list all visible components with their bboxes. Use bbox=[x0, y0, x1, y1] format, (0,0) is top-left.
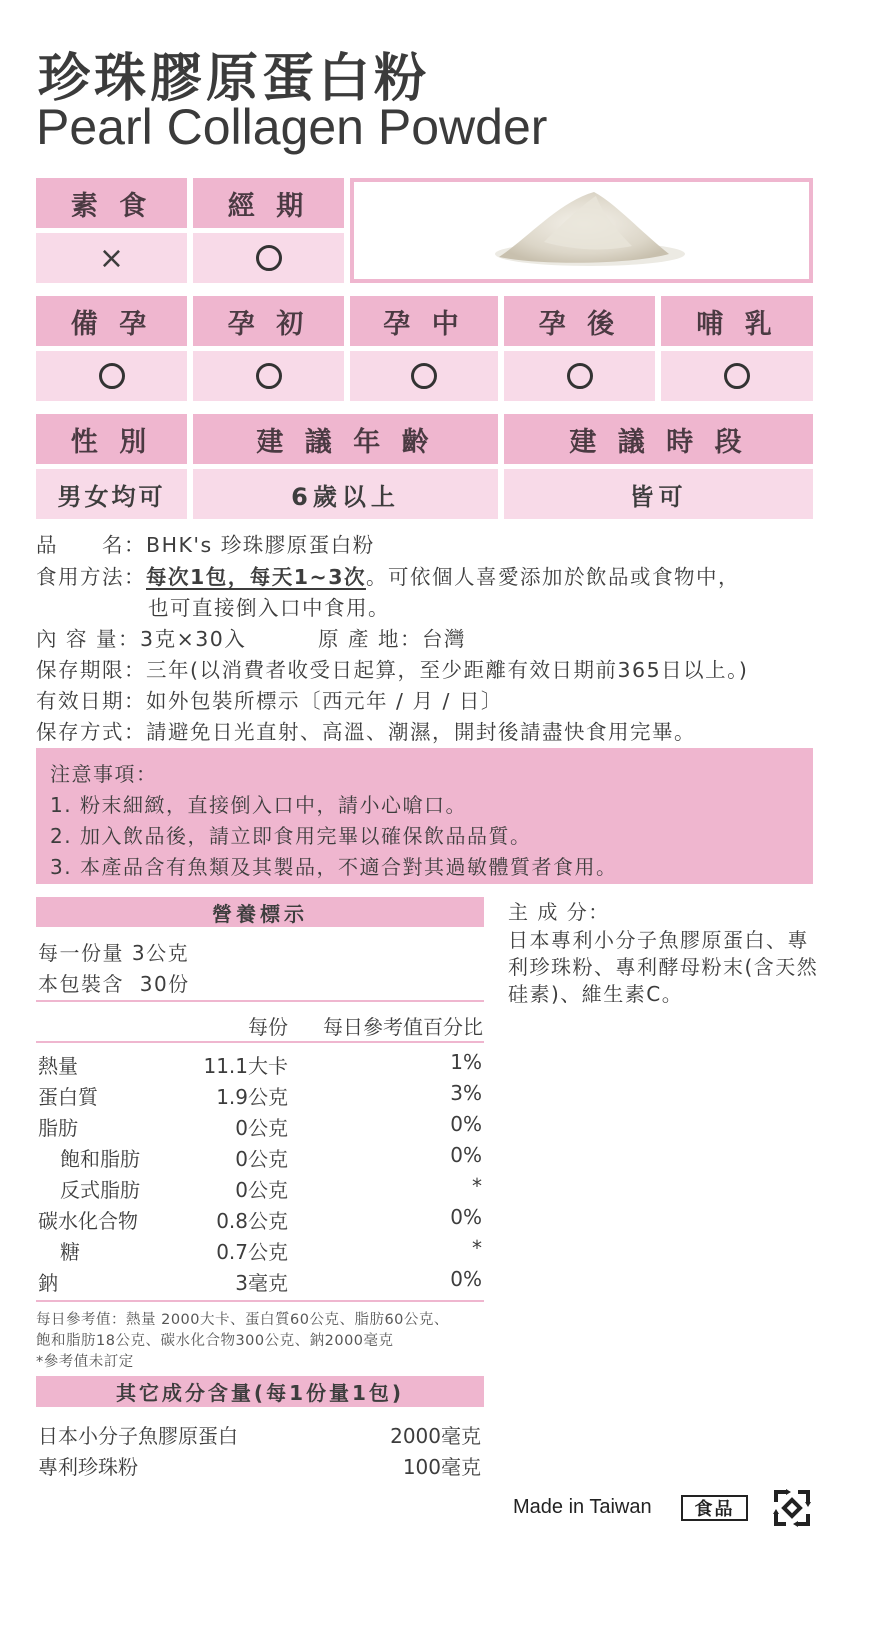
nutrient-daily-value: 0% bbox=[450, 1267, 482, 1291]
column-daily-value: 每日參考值百分比 bbox=[323, 1015, 483, 1039]
other-ingredients-title: 其它成分含量(每1份量1包) bbox=[36, 1376, 484, 1407]
title-english: Pearl Collagen Powder bbox=[36, 99, 548, 155]
notice-item: 1. 粉末細緻，直接倒入口中，請小心嗆口。 bbox=[50, 793, 467, 817]
info-label: 食用方法： bbox=[36, 565, 146, 589]
divider bbox=[36, 1041, 484, 1043]
footnote: 每日參考值：熱量 2000大卡、蛋白質60公克、脂肪60公克、 bbox=[36, 1312, 449, 1328]
info-label: 內 容 量： bbox=[36, 627, 141, 651]
info-label: 保存方式： bbox=[36, 720, 146, 744]
circle-mark bbox=[99, 363, 125, 389]
info-value: 。可依個人喜愛添加於飲品或食物中， bbox=[365, 565, 740, 589]
other-ingredient-name: 日本小分子魚膠原蛋白 bbox=[38, 1424, 238, 1448]
info-expiry bbox=[36, 684, 503, 714]
nutrient-amount: 0公克 bbox=[235, 1116, 288, 1140]
nutrient-name: 反式脂肪 bbox=[60, 1178, 140, 1202]
info-content-origin bbox=[36, 622, 246, 652]
notice-title: 注意事項： bbox=[50, 762, 158, 786]
value-breastfeeding bbox=[661, 351, 813, 401]
powder-pile-icon bbox=[354, 182, 809, 279]
other-ingredient-amount: 100毫克 bbox=[402, 1455, 481, 1479]
usage-dosage: 每次1包，每天1~3次 bbox=[146, 565, 366, 589]
circle-mark bbox=[256, 245, 282, 271]
nutrient-name: 鈉 bbox=[38, 1271, 58, 1295]
info-origin bbox=[318, 622, 466, 652]
info-value: 台灣 bbox=[422, 627, 467, 651]
header-late-pregnancy: 孕 後 bbox=[504, 296, 655, 346]
value-early-pregnancy bbox=[193, 351, 344, 401]
ingredients-line: 利珍珠粉、專利酵母粉末(含天然 bbox=[508, 955, 819, 979]
ingredients-line: 硅素)、維生素C。 bbox=[508, 982, 684, 1006]
cross-mark: × bbox=[98, 240, 125, 276]
nutrient-daily-value: * bbox=[472, 1236, 482, 1260]
nutrient-daily-value: * bbox=[472, 1174, 482, 1198]
nutrition-title: 營養標示 bbox=[36, 897, 484, 927]
recycle-icon bbox=[772, 1488, 812, 1528]
info-value: 3克×30入 bbox=[140, 627, 247, 651]
value-mid-pregnancy bbox=[350, 351, 498, 401]
info-value: 請避免日光直射、高溫、潮濕，開封後請盡快食用完畢。 bbox=[146, 720, 696, 744]
nutrient-daily-value: 1% bbox=[450, 1050, 482, 1074]
nutrient-amount: 1.9公克 bbox=[216, 1085, 288, 1109]
serving-size: 每一份量 3公克 bbox=[38, 941, 190, 965]
header-recommended-age: 建 議 年 齡 bbox=[193, 414, 498, 464]
circle-mark bbox=[567, 363, 593, 389]
other-ingredient-amount: 2000毫克 bbox=[390, 1424, 481, 1448]
food-label: 食品 bbox=[681, 1495, 748, 1521]
notice-item: 3. 本產品含有魚類及其製品，不適合對其過敏體質者食用。 bbox=[50, 855, 618, 879]
notice-item: 2. 加入飲品後，請立即食用完畢以確保飲品品質。 bbox=[50, 824, 532, 848]
info-storage bbox=[36, 715, 696, 745]
header-recommended-time: 建 議 時 段 bbox=[504, 414, 813, 464]
nutrient-amount: 3毫克 bbox=[235, 1271, 288, 1295]
divider bbox=[36, 1300, 484, 1302]
nutrient-amount: 0公克 bbox=[235, 1147, 288, 1171]
circle-mark bbox=[724, 363, 750, 389]
header-menstrual: 經 期 bbox=[193, 178, 344, 228]
info-label: 原 產 地： bbox=[318, 627, 423, 651]
title-chinese: 珍珠膠原蛋白粉 bbox=[38, 49, 431, 109]
nutrient-amount: 0公克 bbox=[235, 1178, 288, 1202]
info-value: 如外包裝所標示〔西元年 / 月 / 日〕 bbox=[146, 689, 503, 713]
nutrient-name: 蛋白質 bbox=[38, 1085, 98, 1109]
info-shelf-life bbox=[36, 653, 748, 683]
value-recommended-age: 6歲以上 bbox=[193, 469, 498, 519]
nutrient-name: 碳水化合物 bbox=[38, 1209, 138, 1233]
info-value: 三年(以消費者收受日起算，至少距離有效日期前365日以上。) bbox=[146, 658, 749, 682]
servings-per-pack: 本包裝含 30份 bbox=[38, 972, 190, 996]
circle-mark bbox=[411, 363, 437, 389]
other-ingredient-name: 專利珍珠粉 bbox=[38, 1455, 138, 1479]
nutrient-daily-value: 0% bbox=[450, 1205, 482, 1229]
value-vegetarian bbox=[36, 233, 187, 283]
info-label: 品 名： bbox=[36, 533, 146, 557]
value-recommended-time: 皆可 bbox=[504, 469, 813, 519]
info-usage-continued: 也可直接倒入口中食用。 bbox=[148, 596, 390, 620]
nutrient-name: 熱量 bbox=[38, 1054, 78, 1078]
nutrient-amount: 0.8公克 bbox=[216, 1209, 288, 1233]
info-usage bbox=[36, 560, 740, 590]
divider bbox=[36, 1000, 484, 1002]
nutrient-name: 飽和脂肪 bbox=[60, 1147, 140, 1171]
header-mid-pregnancy: 孕 中 bbox=[350, 296, 498, 346]
made-in-taiwan: Made in Taiwan bbox=[513, 1496, 652, 1518]
nutrient-name: 脂肪 bbox=[38, 1116, 78, 1140]
column-per-serving: 每份 bbox=[248, 1015, 288, 1039]
info-value: BHK's 珍珠膠原蛋白粉 bbox=[146, 533, 375, 557]
footnote: *參考值未訂定 bbox=[36, 1354, 134, 1370]
nutrient-amount: 11.1大卡 bbox=[203, 1054, 288, 1078]
header-early-pregnancy: 孕 初 bbox=[193, 296, 344, 346]
header-breastfeeding: 哺 乳 bbox=[661, 296, 813, 346]
value-late-pregnancy bbox=[504, 351, 655, 401]
info-product-name bbox=[36, 528, 375, 558]
nutrient-daily-value: 3% bbox=[450, 1081, 482, 1105]
notice-box bbox=[36, 748, 813, 884]
ingredients-title: 主 成 分： bbox=[508, 900, 610, 924]
value-menstrual bbox=[193, 233, 344, 283]
product-image bbox=[350, 178, 813, 283]
info-label: 有效日期： bbox=[36, 689, 146, 713]
nutrient-daily-value: 0% bbox=[450, 1143, 482, 1167]
value-gender: 男女均可 bbox=[36, 469, 187, 519]
info-label: 保存期限： bbox=[36, 658, 146, 682]
nutrient-amount: 0.7公克 bbox=[216, 1240, 288, 1264]
nutrient-name: 糖 bbox=[60, 1240, 80, 1264]
circle-mark bbox=[256, 363, 282, 389]
header-preparing-pregnancy: 備 孕 bbox=[36, 296, 187, 346]
nutrient-daily-value: 0% bbox=[450, 1112, 482, 1136]
header-gender: 性 別 bbox=[36, 414, 187, 464]
value-preparing-pregnancy bbox=[36, 351, 187, 401]
header-vegetarian: 素 食 bbox=[36, 178, 187, 228]
ingredients-line: 日本專利小分子魚膠原蛋白、專 bbox=[508, 928, 809, 952]
footnote: 飽和脂肪18公克、碳水化合物300公克、鈉2000毫克 bbox=[36, 1333, 394, 1349]
